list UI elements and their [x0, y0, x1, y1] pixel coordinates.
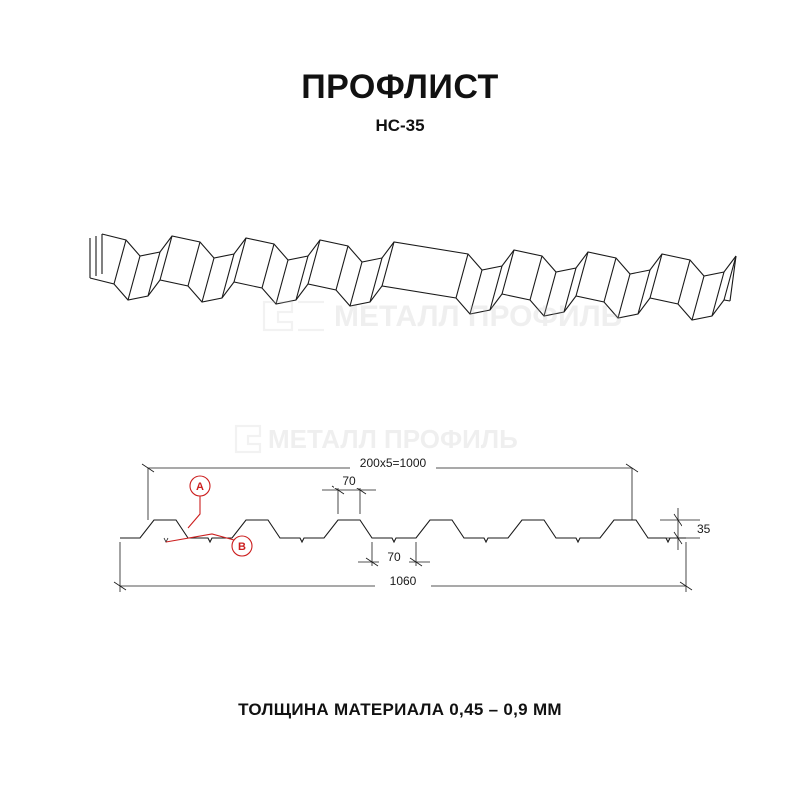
- dimension-rib-bottom-label: 70: [387, 550, 401, 564]
- iso-sheet: [90, 234, 736, 320]
- dimension-pitch: [142, 456, 638, 520]
- callout-b-label: B: [238, 541, 246, 553]
- dimension-overall-width-label: 1060: [389, 574, 417, 588]
- profile-code: НС-35: [375, 116, 425, 135]
- callout-a-label: A: [196, 481, 204, 493]
- dimension-rib-bottom: [358, 542, 430, 566]
- cross-section-svg: [100, 430, 720, 620]
- dimension-pitch-label: 200x5=1000: [359, 456, 427, 470]
- dimension-rib-top-label: 70: [342, 474, 356, 488]
- thickness-note: ТОЛЩИНА МАТЕРИАЛА 0,45 – 0,9 ММ: [238, 700, 562, 719]
- page-title: ПРОФЛИСТ: [301, 68, 499, 106]
- dimension-height-label: 35: [697, 522, 711, 536]
- cross-section-view: [100, 430, 720, 620]
- callout-a: [188, 476, 210, 528]
- profile-outline: [120, 520, 686, 542]
- watermark-bottom-text: МЕТАЛЛ ПРОФИЛЬ: [268, 424, 518, 454]
- isometric-view: [70, 200, 750, 350]
- dimension-overall-width: [114, 542, 692, 592]
- dimension-rib-top: [322, 474, 376, 514]
- isometric-svg: [70, 200, 750, 350]
- callout-b: [166, 534, 252, 556]
- watermark-top-text: МЕТАЛЛ ПРОФИЛЬ: [334, 300, 623, 333]
